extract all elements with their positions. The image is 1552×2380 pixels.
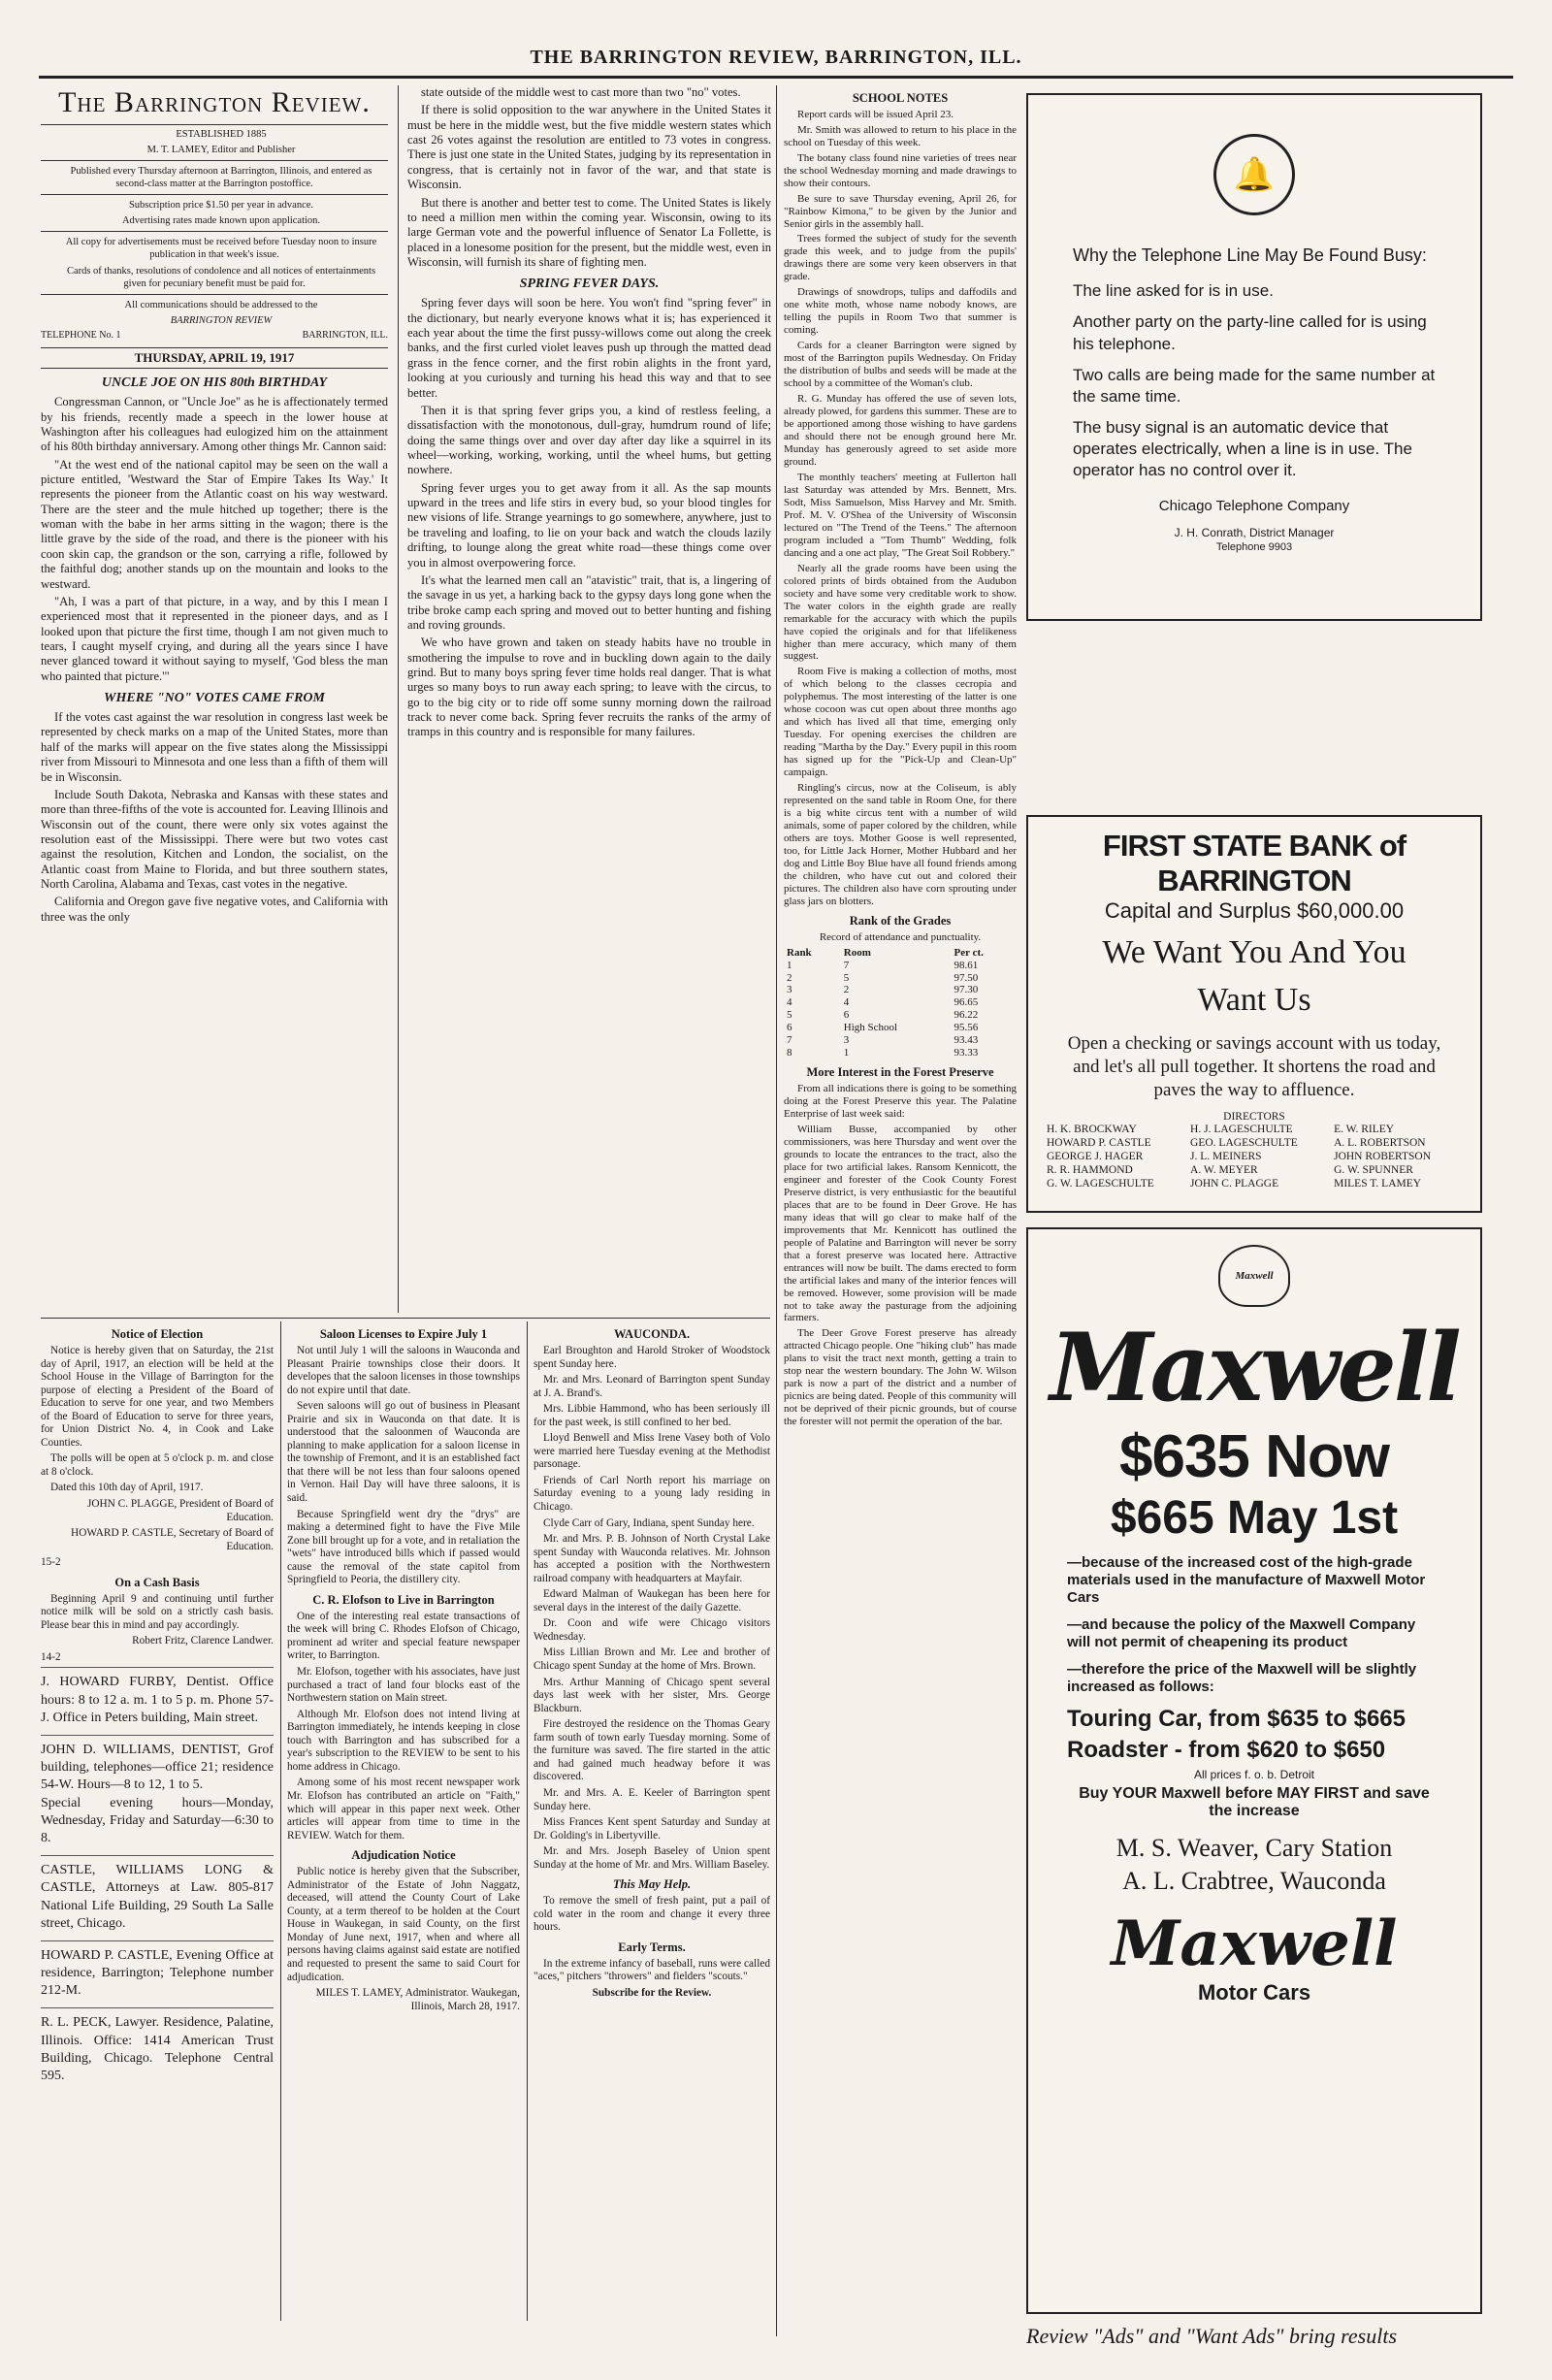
article-paragraph: Not until July 1 will the saloons in Wauconda and Pleasant Prairie townships close their doors. It developes that the saloon licenses in those townships do not expire until that date.	[287, 1345, 520, 1396]
masthead-copy-note: All copy for advertisements must be received before Tuesday noon to insure publication in that week's issue.	[65, 237, 377, 261]
table-cell: 6	[787, 1022, 792, 1034]
director-name: A. L. ROBERTSON	[1334, 1137, 1426, 1150]
headline-elofson: C. R. Elofson to Live in Barrington	[312, 1592, 495, 1607]
table-cell: 3	[843, 1034, 850, 1047]
headline-forest-preserve: More Interest in the Forest Preserve	[806, 1065, 994, 1080]
director-name: GEO. LAGESCHULTE	[1190, 1137, 1298, 1150]
telephone-ad-title: Why the Telephone Line May Be Found Busy:	[1073, 245, 1427, 265]
bank-directors-table	[1046, 1123, 1463, 1190]
news-item: Fire destroyed the residence on the Thomas Geary farm south of town early Tuesday morning. Some of the furniture was saved. The fire started in the attic and had gained much headway before it was discovered.	[534, 1718, 770, 1783]
school-note: The botany class found nine varieties of trees near the school Wednesday morning and made drawings to show their contours.	[784, 151, 1017, 189]
grades-subtitle: Record of attendance and punctuality.	[819, 930, 982, 943]
headline-election: Notice of Election	[111, 1327, 204, 1341]
news-item: To remove the smell of fresh paint, put a pail of cold water in the room and change it every three hours.	[534, 1895, 770, 1934]
school-note: R. G. Munday has offered the use of seven lots, already plowed, for gardens this summer. These are to be apportioned among those wishing to have gardens and should there not be enough ground here Mr. Munday has generously agreed to set aside more ground.	[784, 393, 1017, 468]
school-note: Ringling's circus, now at the Coliseum, is ably represented on the sand table in Room One, for there is a big white circus tent with a number of wild animals, some of paper colored by the children, while others are toys. Mother Goose is well represented, too, for Little Jack Horner, Mother Hubbard and her dog and Little Boy Blue have all found friends among the children, who have cut out and colored their pictures. The children also have corn sprouting under glass jars on blotters.	[784, 782, 1017, 907]
table-cell: 6	[843, 1009, 850, 1022]
table-row	[1046, 1163, 1463, 1177]
article-paragraph: One of the interesting real estate transactions of the week will bring C. Rhodes Elofson of Chicago, prominent ad writer and special feature newspaper writer, to Barrington.	[287, 1610, 520, 1662]
director-name: HOWARD P. CASTLE	[1047, 1137, 1151, 1150]
notice-ref: 14-2	[41, 1650, 61, 1663]
table-cell: 5	[843, 971, 850, 984]
masthead-contact	[41, 330, 388, 342]
card-text: JOHN D. WILLIAMS, DENTIST, Grof building, telephones—office 21; residence 54-W. Hours—8 to 12, 1 to 5.	[41, 1743, 274, 1793]
school-note: Report cards will be issued April 23.	[797, 108, 954, 120]
telephone-ad-text: The line asked for is in use.	[1073, 281, 1274, 301]
page-header	[39, 39, 1513, 79]
school-note: Cards for a cleaner Barrington were signed by most of the Barrington pupils Wednesday. On Friday the distribution of bulbs and seeds will be made at the school by a committee of the Woman's club.	[784, 340, 1017, 390]
table-row	[784, 1022, 1017, 1034]
masthead-communications: All communications should be addressed to the	[124, 299, 318, 310]
subscribe-note: Subscribe for the Review.	[592, 1986, 712, 1999]
article-paragraph: Include South Dakota, Nebraska and Kansas with these states and more than three-fifths of the vote is accounted for. Leaving Illinois and Wisconsin out of the count, there were only six votes against the resolution east of the Mississippi. There were but two votes cast against the resolution, Kitchen and London, the socialist, on the Atlantic coast from Maine to Florida, and but three southern states, North Carolina, Alabama and Texas, cast votes in the negative.	[41, 787, 388, 892]
bank-ad	[1026, 815, 1482, 1213]
director-name: MILES T. LAMEY	[1334, 1178, 1422, 1190]
page-header-title: THE BARRINGTON REVIEW, BARRINGTON, ILL.	[530, 47, 1022, 68]
article-paragraph: It's what the learned men call an "atavistic" trait, that is, a lingering of the savage in us yet, a harking back to the gypsy days long gone when the tribe broke camp each spring and moved out to better hunting and fishing and roving grounds.	[407, 572, 771, 632]
notice-paragraph: Beginning April 9 and continuing until further notice milk will be sold on a strictly cash basis. Please bear this in mind and pay accordingly.	[41, 1592, 274, 1631]
notice-signature: Robert Fritz, Clarence Landwer.	[132, 1635, 274, 1647]
director-name: G. W. LAGESCHULTE	[1047, 1178, 1154, 1190]
headline-cash-basis: On a Cash Basis	[114, 1575, 200, 1589]
section-rule	[41, 1318, 770, 1319]
telephone-ad-number: Telephone 9903	[1215, 541, 1293, 554]
news-item: Mr. and Mrs. P. B. Johnson of North Crystal Lake spent Sunday with Wauconda relatives. Mr. Johnson has accepted a position with the Northwestern railroad company with headquarters at Mayfair.	[534, 1533, 770, 1584]
maxwell-logo-2: Maxwell	[1111, 1907, 1398, 1980]
table-cell: 97.30	[954, 984, 979, 996]
headline-saloon: Saloon Licenses to Expire July 1	[319, 1327, 488, 1341]
table-cell: 96.22	[954, 1009, 979, 1022]
card-text: Special evening hours—Monday, Wednesday, Friday and Saturday—6:30 to 8.	[41, 1795, 274, 1845]
article-paragraph: Then it is that spring fever grips you, a kind of restless feeling, a dissatisfaction with the monotonous, dull-gray, humdrum round of life; doing the same things over and over day after day like a squirrel in its wheel—working, working, working, until the wheel hums, but getting nowhere.	[407, 403, 771, 477]
bank-directors-heading: DIRECTORS	[1223, 1111, 1285, 1124]
telephone-ad-company: Chicago Telephone Company	[1158, 498, 1350, 515]
table-header: Room	[843, 946, 871, 959]
maxwell-dealer: M. S. Weaver, Cary Station	[1116, 1834, 1393, 1862]
table-cell: 97.50	[954, 971, 979, 984]
article-paragraph: Among some of his most recent newspaper work Mr. Elofson has contributed an article on "Faith," which will appear in this paper next week. Other articles will appear from time to time in the REVIEW. Watch for them.	[287, 1777, 520, 1842]
table-cell: 95.56	[954, 1022, 979, 1034]
director-name: G. W. SPUNNER	[1334, 1164, 1413, 1177]
article-paragraph: From all indications there is going to be something doing at the Forest Preserve this year. The Palatine Enterprise of last week said:	[784, 1083, 1017, 1120]
business-card	[41, 2007, 274, 2085]
masthead-town: BARRINGTON, ILL.	[302, 330, 388, 342]
director-name: JOHN C. PLAGGE	[1190, 1178, 1279, 1190]
headline-may-help: This May Help.	[612, 1877, 692, 1892]
column-1	[41, 85, 388, 1313]
news-item: Dr. Coon and wife were Chicago visitors Wednesday.	[534, 1617, 770, 1643]
school-note: Be sure to save Thursday evening, April 26, for "Rainbow Kimona," to be given by the Junior and Senior girls in the assembly hall.	[784, 192, 1017, 230]
notice-paragraph: Notice is hereby given that on Saturday, the 21st day of April, 1917, an election will be held at the School House in the Village of Barrington for the purpose of electing a President of the Board of Education to serve for one year, and two Members of the Board of Education to serve for three years, for Union District No. 4, in Cook and Lake Counties.	[41, 1345, 274, 1449]
maxwell-ad-text: —because of the increased cost of the high-grade materials used in the manufacture of Maxwell Motor Cars	[1067, 1554, 1426, 1606]
table-row	[784, 960, 1017, 972]
director-name: JOHN ROBERTSON	[1334, 1151, 1432, 1163]
notice-signature: HOWARD P. CASTLE, Secretary of Board of Education.	[71, 1527, 274, 1552]
news-item: Mrs. Libbie Hammond, who has been seriously ill for the past week, is still confined to her bed.	[534, 1403, 770, 1428]
telephone-ad	[1026, 93, 1482, 621]
news-item: Lloyd Benwell and Miss Irene Vasey both of Volo were married here Tuesday evening at the Methodist parsonage.	[534, 1432, 770, 1471]
notice-paragraph: Public notice is hereby given that the Subscriber, Administrator of the Estate of John Naggatz, deceased, will attend the County Court of Lake County, at a term thereof to be holden at the Court House in Waukegan, in said County, on the first Monday of June next, 1917, when and where all persons having claims against said estate are notified and requested to present the same to said Court for adjudication.	[287, 1866, 520, 1983]
headline-early-terms: Early Terms.	[618, 1940, 686, 1954]
want-ads-footer: Review "Ads" and "Want Ads" bring results	[1026, 2324, 1398, 2348]
masthead-published: Published every Thursday afternoon at Barrington, Illinois, and entered as second-class matter at the Barrington postoffice.	[70, 165, 372, 189]
bottom-column-1	[41, 1321, 274, 2321]
news-item: Earl Broughton and Harold Stroker of Woodstock spent Sunday here.	[534, 1345, 770, 1370]
notice-ref: 15-2	[41, 1556, 61, 1569]
maxwell-price-may: $665 May 1st	[1110, 1492, 1399, 1544]
telephone-ad-body	[1028, 245, 1480, 555]
table-cell: 7	[843, 959, 850, 971]
bottom-section	[41, 1321, 770, 2321]
business-card	[41, 1855, 274, 1933]
school-note: Trees formed the subject of study for the seventh grade this week, and to judge from the pupils' drawings there are some very keen observers in that grade.	[784, 233, 1017, 283]
notice-signature: JOHN C. PLAGGE, President of Board of Education.	[86, 1498, 274, 1523]
table-row	[784, 972, 1017, 985]
table-row	[1046, 1123, 1463, 1136]
table-cell: 7	[787, 1034, 792, 1047]
table-row	[1046, 1136, 1463, 1150]
table-cell: 96.65	[954, 996, 979, 1009]
director-name: GEORGE J. HAGER	[1047, 1151, 1144, 1163]
telephone-ad-text: Another party on the party-line called for is using his telephone.	[1073, 312, 1427, 353]
notice-signature: MILES T. LAMEY, Administrator. Waukegan, Illinois, March 28, 1917.	[315, 1987, 520, 2012]
article-paragraph: If the votes cast against the war resolution in congress last week be represented by check marks on a map of the United States, more than half of the marks will appear on the five states along the Mississippi river from Missouri to Minnesota and one less than a fifth of them will be in Wisconsin.	[41, 710, 388, 784]
maxwell-buy: Buy YOUR Maxwell before MAY FIRST and save the increase	[1079, 1785, 1430, 1819]
maxwell-roadster-price: Roadster - from $620 to $650	[1067, 1737, 1386, 1763]
table-cell: 93.43	[954, 1034, 979, 1047]
article-paragraph: "At the west end of the national capitol may be seen on the wall a picture entitled, 'Westward the Star of Empire Takes Its Way.' It represents the pioneer from the Atlantic coast on his way westward. There are the steer and the mule hitched up together; there is the woman with the babe in her arms sitting in the wagon; there is the little grave by the side of the road, and there is the pioneer with his coon skin cap, the grandson or the son, carrying a rifle, followed by the faithful dog; another stands up on the mountain and looks to the westward.	[41, 457, 388, 591]
maxwell-ad	[1026, 1227, 1482, 2314]
issue-date: THURSDAY, APRIL 19, 1917	[41, 347, 388, 369]
card-text: J. HOWARD FURBY, Dentist. Office hours: 8 to 12 a. m. 1 to 5 p. m. Phone 57-J. Office in Peters building, Main street.	[41, 1675, 274, 1725]
masthead-review: BARRINGTON REVIEW	[170, 314, 273, 326]
grades-title: Rank of the Grades	[849, 913, 952, 928]
maxwell-motor-cars: Motor Cars	[1197, 1979, 1311, 2005]
director-name: R. R. HAMMOND	[1047, 1164, 1133, 1177]
maxwell-ad-body	[1067, 1554, 1441, 1696]
table-row	[1046, 1150, 1463, 1163]
business-card	[41, 1667, 274, 1727]
bottom-column-3	[534, 1321, 770, 2321]
card-text: CASTLE, WILLIAMS LONG & CASTLE, Attorneys at Law. 805-817 National Life Building, 29 South La Salle street, Chicago.	[41, 1863, 274, 1931]
table-header: Per ct.	[954, 946, 984, 959]
headline-school-notes: SCHOOL NOTES	[852, 91, 949, 105]
news-item: Edward Malman of Waukegan has been here for several days in the interest of the daily Gazette.	[534, 1588, 770, 1614]
director-name: H. K. BROCKWAY	[1047, 1124, 1137, 1136]
business-card	[41, 1940, 274, 2001]
headline-wauconda: WAUCONDA.	[613, 1327, 691, 1341]
headline-no-votes: WHERE "NO" VOTES CAME FROM	[104, 691, 325, 706]
news-item: Miss Frances Kent spent Saturday and Sunday at Dr. Golding's in Libertyville.	[534, 1816, 770, 1842]
news-item: Friends of Carl North report his marriage on Saturday evening to a young lady residing in Chicago.	[534, 1474, 770, 1514]
director-name: H. J. LAGESCHULTE	[1190, 1124, 1293, 1136]
table-row	[784, 1009, 1017, 1022]
table-cell: 1	[787, 959, 792, 971]
telephone-ad-text: Two calls are being made for the same number at the same time.	[1073, 365, 1436, 406]
column-rule	[776, 85, 777, 2336]
table-row	[784, 1047, 1017, 1060]
table-cell: 2	[787, 971, 792, 984]
news-item: In the extreme infancy of baseball, runs were called "aces," pitchers "throwers" and fielders "scouts."	[534, 1957, 770, 1983]
masthead-established: ESTABLISHED 1885	[176, 128, 267, 140]
table-header-row	[784, 947, 1017, 960]
maxwell-logo: Maxwell	[1050, 1313, 1459, 1422]
bank-ad-headline-2: Want Us	[1197, 982, 1311, 1019]
column-school-notes	[784, 85, 1017, 2336]
maxwell-dealer: A. L. Crabtree, Wauconda	[1122, 1866, 1386, 1895]
maxwell-ad-text: —therefore the price of the Maxwell will be slightly increased as follows:	[1067, 1661, 1417, 1695]
news-item: Mrs. Arthur Manning of Chicago spent several days last week with her sister, Mrs. George Blackburn.	[534, 1676, 770, 1714]
card-text: R. L. PECK, Lawyer. Residence, Palatine, Illinois. Office: 1414 American Trust Building, Chicago. Telephone Central 595.	[41, 2015, 274, 2084]
bank-ad-headline-1: We Want You And You	[1102, 934, 1406, 970]
table-cell: 1	[843, 1047, 850, 1060]
table-row	[784, 1034, 1017, 1047]
telephone-ad-manager: J. H. Conrath, District Manager	[1174, 525, 1335, 539]
card-text: HOWARD P. CASTLE, Evening Office at residence, Barrington; Telephone number 212-M.	[41, 1947, 274, 1999]
column-rule	[527, 1321, 528, 2321]
article-paragraph: Although Mr. Elofson does not intend living at Barrington immediately, he intends keeping in close touch with Barrington and has subscribed for a year's subscription to the REVIEW to be sent to his home address in Chicago.	[287, 1708, 520, 1773]
masthead-telephone: TELEPHONE No. 1	[41, 330, 121, 342]
masthead-cards-note: Cards of thanks, resolutions of condolence and all notices of entertainments given for pecuniary benefit must be paid for.	[66, 265, 376, 289]
table-cell: 4	[787, 996, 792, 1009]
news-item: Clyde Carr of Gary, Indiana, spent Sunday here.	[543, 1516, 755, 1529]
article-paragraph: Seven saloons will go out of business in Pleasant Prairie and six in Wauconda on that date. It is understood that the saloonmen of Wauconda are planning to make application for a saloon license in the township of Fremont, and it is an established fact that there will be not less than four saloons opened in Vernon. Hail Day will have three saloons, it is said.	[287, 1400, 520, 1505]
bottom-column-2	[287, 1321, 520, 2321]
table-cell: 4	[843, 996, 850, 1009]
school-note: Mr. Smith was allowed to return to his place in the school on Tuesday of this week.	[784, 123, 1017, 148]
headline-uncle-joe: UNCLE JOE ON HIS 80th BIRTHDAY	[101, 375, 328, 391]
table-cell: 2	[843, 984, 850, 996]
article-paragraph: Congressman Cannon, or "Uncle Joe" as he is affectionately termed by his friends, recently made a speech in the lower house at Washington after his colleagues had eulogized him on the attainment of his 80th birthday anniversary. Among other things Mr. Cannon said:	[41, 395, 388, 454]
news-item: Mr. and Mrs. A. E. Keeler of Barrington spent Sunday here.	[534, 1786, 770, 1812]
table-header: Rank	[787, 946, 812, 959]
school-note: Nearly all the grade rooms have been using the colored prints of birds obtained from the Audubon society and have some very creditable work to show. The water colors in the eighth grade are really remarkable for the accuracy with which the pupils have copied the originals and for that lifelikeness higher than mere accuracy, which many of them suggest.	[784, 562, 1017, 663]
maxwell-ad-text: —and because the policy of the Maxwell Company will not permit of cheapening its product	[1067, 1616, 1416, 1650]
article-paragraph: If there is solid opposition to the war anywhere in the United States it must be here in the middle west, but the five middle western states which cast 26 votes against the resolution are entitled to 73 votes in congress. There is just one state in the United States, judging by its representation in congress, that is certainly not in favor of the war, and that state is Wisconsin.	[407, 103, 771, 192]
table-cell: 3	[787, 984, 792, 996]
news-item: Mr. and Mrs. Leonard of Barrington spent Sunday at J. A. Brand's.	[534, 1374, 770, 1399]
article-paragraph: Spring fever days will soon be here. You won't find "spring fever" in the dictionary, but nearly everyone knows what it is; has experienced it each year about the time the first pussy-willows come out along the creek banks, and the first curled violet leaves push up through the matted dead grass in the fence corner, and the first robin alights in the front yard, looking at you curiously and turning his head this way and that to see better.	[407, 296, 771, 400]
table-cell: 98.61	[954, 959, 979, 971]
article-paragraph: Because Springfield went dry the "drys" are making a determined fight to have the Five Mile Zone bill brought up for a vote, and in retaliation the "wets" have introduced bills which if passed would cause the removal of the state capitol from Springfield to Peoria, the distillery city.	[287, 1508, 520, 1586]
masthead-subscription: Subscription price $1.50 per year in advance.	[128, 200, 314, 212]
headline-adjudication: Adjudication Notice	[351, 1848, 456, 1863]
masthead-advertising: Advertising rates made known upon application.	[121, 215, 321, 227]
article-paragraph: But there is another and better test to come. The United States is likely to need a million men within the coming year. Wisconsin, owing to its large German vote and the powerful influence of Senator La Follette, is placed in a lonesome position for the present, but the middle west, even in Wisconsin, will furnish its share of fighting men.	[407, 195, 771, 269]
table-row	[784, 984, 1017, 996]
notice-paragraph: The polls will be open at 5 o'clock p. m. and close at 8 o'clock.	[41, 1452, 274, 1478]
bell-icon: 🔔	[1213, 134, 1295, 215]
masthead-title: The Barrington Review.	[41, 85, 388, 125]
news-item: Miss Lillian Brown and Mr. Lee and brother of Chicago spent Sunday at the home of Mrs. Brown.	[534, 1646, 770, 1673]
grades-table	[784, 947, 1017, 1060]
table-cell: 5	[787, 1009, 792, 1022]
table-cell: 8	[787, 1047, 792, 1060]
table-row	[784, 996, 1017, 1009]
article-paragraph: Spring fever urges you to get away from it all. As the sap mounts upward in the trees and life stirs in every bud, so your blood tingles for new visions of life. Strange yearnings to go somewhere, anywhere, just to be traveling and loafing, to lie on your back and watch the clouds lazily drifting, to lounge along the great white road—these things come over you in almost overpowering force.	[407, 480, 771, 570]
headline-spring-fever: SPRING FEVER DAYS.	[519, 277, 660, 292]
article-paragraph: Mr. Elofson, together with his associates, have just purchased a tract of land four blocks east of the Northwestern station on Main street.	[287, 1666, 520, 1705]
masthead-editor: M. T. LAMEY, Editor and Publisher	[146, 144, 296, 155]
school-note: Drawings of snowdrops, tulips and daffodils and one white moth, whose name nobody knows, are telling the pupils in Room Two that summer is coming.	[784, 286, 1017, 337]
telephone-ad-text: The busy signal is an automatic device that operates electrically, when a line is in use. The operator has no control over it.	[1073, 417, 1412, 480]
notice-paragraph: Dated this 10th day of April, 1917.	[50, 1482, 204, 1494]
director-name: A. W. MEYER	[1190, 1164, 1258, 1177]
table-cell: 93.33	[954, 1047, 979, 1060]
column-rule	[280, 1321, 281, 2321]
maxwell-fob: All prices f. o. b. Detroit	[1193, 1768, 1315, 1781]
school-note: Room Five is making a collection of moths, most of which belong to the classes cecropia and polyphemus. The most interesting of the latter is one whose cocoon was cut open about three months ago and which has lived all that time, emerging only Tuesday. For opening exercises the children are reading "Martha by the Day." Every pupil in this room has signed up for the "Pick-Up and Clean-Up" campaign.	[784, 666, 1017, 779]
maxwell-touring-price: Touring Car, from $635 to $665	[1067, 1706, 1406, 1732]
bank-ad-capital: Capital and Surplus $60,000.00	[1104, 898, 1405, 923]
maxwell-badge-icon: Maxwell	[1218, 1245, 1290, 1307]
maxwell-price-now: $635 Now	[1118, 1423, 1390, 1490]
director-name: J. L. MEINERS	[1190, 1151, 1262, 1163]
news-item: Mr. and Mrs. Joseph Baseley of Union spent Sunday at the home of Mr. and Mrs. William Baseley.	[534, 1845, 770, 1871]
article-paragraph: state outside of the middle west to cast more than two "no" votes.	[421, 85, 741, 99]
bank-ad-body: Open a checking or savings account with us today, and let's all pull together. It shortens the road and paves the way to affluence.	[1067, 1033, 1441, 1100]
business-card	[41, 1735, 274, 1847]
column-2	[407, 85, 771, 1313]
column-rule	[398, 85, 399, 1313]
article-paragraph: William Busse, accompanied by other commissioners, was here Thursday and went over the grounds to locate the entrances to the tract, also the place for two artificial lakes. Ransom Kennicott, the engineer and forester of the Cook County Forest Preserve district, is very enthusiastic for the beautiful places that are to be found in Deer Grove. He has many ideas that will go clear to make half of the improvements that Mr. Kennicott has outlined the people of Palatine and Barrington will never be sorry that a forest preserve was located here. Attractive entrances will now be built. The dams erected to form the artificial lakes and many of the interior fences will be removed. However, some provision will be made not to take away the pasturage from the adjoining farmers.	[784, 1123, 1017, 1324]
article-paragraph: California and Oregon gave five negative votes, and California with three was the only	[41, 895, 388, 924]
school-note: The monthly teachers' meeting at Fullerton hall last Saturday was attended by Mrs. Bennett, Mrs. Sodt, Miss Samuelson, Miss Harvey and Mr. Smith. Prof. M. V. O'Shea of the University of Wisconsin lectured on "The Trend of the Teens." The afternoon program included a "Tom Thumb" Wedding, folk dancing and a one act play, "The Great Soil Robbery."	[784, 471, 1017, 559]
article-paragraph: "Ah, I was a part of that picture, in a way, and by this I mean I experienced most that it represented in the pioneer days, and as I looked upon that picture the first time, though I am not given much to tears, I caught myself crying, and during all the years since I have never glanced toward it without saying to myself, 'God bless the man who painted that picture.'"	[41, 594, 388, 683]
article-paragraph: The Deer Grove Forest preserve has already attracted Chicago people. One "hiking club" has made plans to visit the tract next month, getting a train to stop near the western boundary. The John W. Wilson park is now a part of the district and a number of picnics are being dated. People of this community will not be deprived of their picnic grounds, but of course the forester will not permit the operation of the bar.	[784, 1327, 1017, 1428]
bank-ad-title: FIRST STATE BANK of BARRINGTON	[1102, 829, 1406, 897]
table-row	[1046, 1177, 1463, 1190]
article-paragraph: We who have grown and taken on steady habits have no trouble in smothering the impulse to rove and in buckling down again to the daily grind. But to many boys spring fever time holds real danger. That is what urges so many boys to run away each spring; to leave with the circus, to go to the big city or to ride off some sunny morning down the railroad track to never come back. Spring fever recruits the ranks of the army of tramps in this country and is responsible for many failures.	[407, 636, 771, 739]
bank-directors	[1046, 1111, 1463, 1190]
director-name: E. W. RILEY	[1334, 1124, 1395, 1136]
table-cell: High School	[843, 1022, 898, 1034]
